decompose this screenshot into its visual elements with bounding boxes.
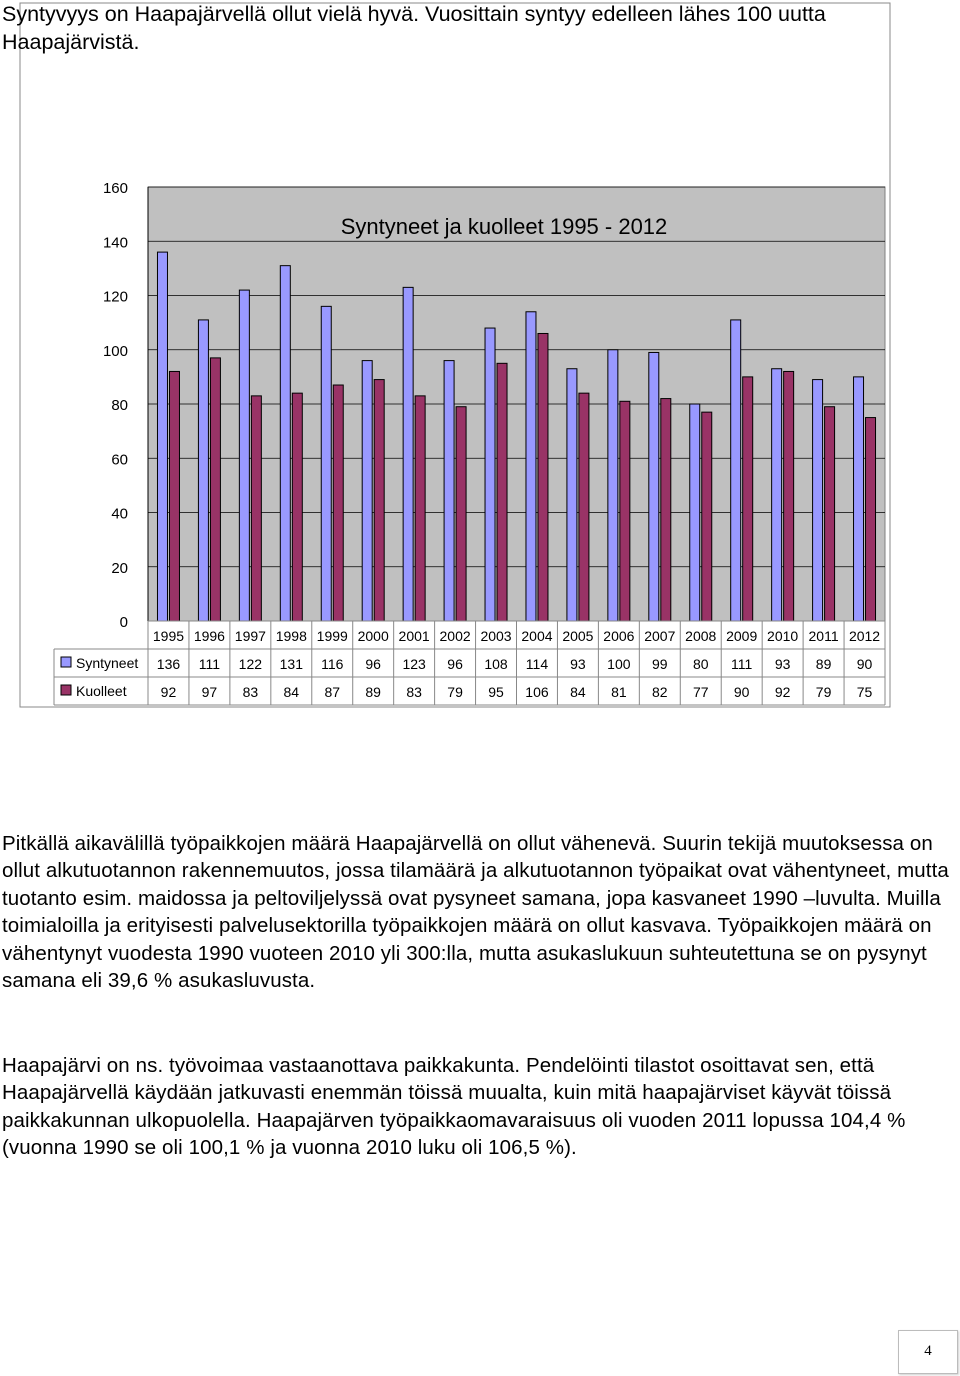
y-tick-label: 120 xyxy=(102,288,128,306)
data-label-syntyneet: 93 xyxy=(774,656,791,672)
page-number: 4 xyxy=(924,1343,932,1359)
y-tick-label: 160 xyxy=(102,180,128,197)
bar-syntyneet-1996 xyxy=(198,320,208,621)
data-label-syntyneet: 123 xyxy=(402,656,426,672)
data-label-syntyneet: 99 xyxy=(652,656,668,672)
intro-paragraph: Syntyvyys on Haapajärvellä ollut vielä hyvä. Vuosittain syntyy edelleen lähes 100 uutta Haapajärvistä. xyxy=(2,2,826,54)
bar-syntyneet-1997 xyxy=(239,290,249,621)
x-tick-label: 2002 xyxy=(439,628,471,644)
bar-kuolleet-1999 xyxy=(333,385,343,621)
y-tick-label: 60 xyxy=(111,451,128,469)
bar-syntyneet-2008 xyxy=(690,404,700,621)
bar-kuolleet-2006 xyxy=(620,401,630,621)
bar-syntyneet-1999 xyxy=(321,306,331,621)
data-label-syntyneet: 114 xyxy=(525,656,549,672)
data-label-kuolleet: 95 xyxy=(488,684,504,700)
data-label-syntyneet: 96 xyxy=(447,656,463,672)
x-tick-label: 2003 xyxy=(480,628,512,644)
data-label-kuolleet: 92 xyxy=(160,684,177,700)
legend-key-syntyneet xyxy=(61,657,71,667)
data-label-kuolleet: 75 xyxy=(856,684,873,700)
bar-syntyneet-2000 xyxy=(362,361,372,621)
bar-kuolleet-2005 xyxy=(579,393,589,621)
bar-syntyneet-2002 xyxy=(444,361,454,621)
bar-kuolleet-2003 xyxy=(497,363,507,621)
data-label-syntyneet: 111 xyxy=(731,656,753,672)
bar-kuolleet-2012 xyxy=(866,418,876,621)
data-label-kuolleet: 79 xyxy=(815,684,832,700)
bar-kuolleet-1998 xyxy=(292,393,302,621)
data-label-kuolleet: 92 xyxy=(774,684,791,700)
bar-syntyneet-2004 xyxy=(526,312,536,621)
data-label-kuolleet: 97 xyxy=(201,684,218,700)
data-label-kuolleet: 79 xyxy=(447,684,463,700)
bar-syntyneet-2006 xyxy=(608,350,618,621)
y-tick-label: 0 xyxy=(119,614,128,631)
bar-kuolleet-2011 xyxy=(825,407,835,621)
bar-kuolleet-2009 xyxy=(743,377,753,621)
bar-syntyneet-2005 xyxy=(567,369,577,621)
data-label-syntyneet: 93 xyxy=(570,656,586,672)
x-tick-label: 1997 xyxy=(234,628,266,644)
x-tick-label: 1996 xyxy=(193,628,225,644)
x-tick-label: 2001 xyxy=(398,628,430,644)
data-label-kuolleet: 90 xyxy=(733,684,750,700)
y-tick-label: 20 xyxy=(111,559,128,577)
y-tick-label: 40 xyxy=(111,505,128,523)
bar-kuolleet-1996 xyxy=(210,358,220,621)
bar-syntyneet-2010 xyxy=(772,369,782,621)
data-label-kuolleet: 84 xyxy=(570,684,586,700)
bar-syntyneet-2001 xyxy=(403,287,413,621)
x-tick-label: 2009 xyxy=(726,628,758,644)
births-deaths-chart xyxy=(19,2,891,708)
data-label-kuolleet: 87 xyxy=(324,684,341,700)
bar-syntyneet-1995 xyxy=(157,252,167,621)
data-label-syntyneet: 100 xyxy=(607,656,631,672)
x-tick-label: 2000 xyxy=(357,628,389,644)
data-label-kuolleet: 77 xyxy=(692,684,709,700)
data-label-syntyneet: 80 xyxy=(692,656,709,672)
y-tick-label: 140 xyxy=(102,234,128,252)
x-tick-label: 2012 xyxy=(848,628,881,644)
data-label-syntyneet: 96 xyxy=(365,656,381,672)
legend-label-syntyneet: Syntyneet xyxy=(76,655,139,671)
bar-kuolleet-2000 xyxy=(374,380,384,621)
paragraph-employment: Pitkällä aikavälillä työpaikkojen määrä Haapajärvellä on ollut vähenevä. Suurin tekijä muutoksessa on ollut alkutuotannon rakennemuutos, jossa tilamäärä ja alkutuotannon työpaikat ovat vähentyneet, mutta tuotanto esim. maidossa ja peltoviljelyssä ovat pysyneet samana, jopa kasvaneet 1990 –luvulta. Muilla toimialoilla ja erityisesti palvelusektorilla työpaikkojen määrä on ollut kasvava. Työpaikkojen määrä on vähentynyt vuodesta 1990 vuoteen 2010 yli 300:lla, mutta asukaslukuun suhteutettuna se on pysynyt samana eli 39,6 % asukasluvusta. xyxy=(2,832,949,993)
bar-syntyneet-2011 xyxy=(813,380,823,621)
x-tick-label: 2007 xyxy=(644,628,676,644)
data-label-kuolleet: 82 xyxy=(652,684,668,700)
bar-kuolleet-2010 xyxy=(784,371,794,621)
data-label-syntyneet: 108 xyxy=(484,656,508,672)
data-label-kuolleet: 106 xyxy=(525,684,549,700)
paragraph-commuting: Haapajärvi on ns. työvoimaa vastaanottava paikkakunta. Pendelöinti tilastot osoittavat sen, että Haapajärvellä käydään jatkuvasti enemmän töissä muualta, kuin mitä haapajärviset käyvät töissä paikkakunnan ulkopuolella. Haapajärven työpaikkaomavaraisuus oli vuoden 2011 lopussa 104,4 % (vuonna 1990 se oli 100,1 % ja vuonna 2010 luku oli 106,5 %). xyxy=(2,1054,906,1160)
data-label-syntyneet: 89 xyxy=(815,656,832,672)
data-label-syntyneet: 111 xyxy=(198,656,221,672)
bar-syntyneet-2007 xyxy=(649,352,659,621)
x-tick-label: 2004 xyxy=(521,628,553,644)
bar-syntyneet-1998 xyxy=(280,266,290,621)
data-label-syntyneet: 136 xyxy=(156,656,181,672)
legend-label-kuolleet: Kuolleet xyxy=(76,683,127,699)
data-label-kuolleet: 83 xyxy=(242,684,259,700)
bar-kuolleet-2004 xyxy=(538,333,548,621)
bar-kuolleet-2002 xyxy=(456,407,466,621)
legend-key-kuolleet xyxy=(61,685,71,695)
y-tick-label: 100 xyxy=(102,342,128,360)
x-tick-label: 2006 xyxy=(603,628,635,644)
chart-title: Syntyneet ja kuolleet 1995 - 2012 xyxy=(340,214,668,239)
x-tick-label: 1998 xyxy=(275,628,307,644)
x-tick-label: 2008 xyxy=(685,628,717,644)
data-label-syntyneet: 90 xyxy=(856,656,873,672)
y-tick-label: 80 xyxy=(111,397,128,414)
bar-kuolleet-2007 xyxy=(661,399,671,621)
data-label-kuolleet: 83 xyxy=(406,684,422,700)
chart-container xyxy=(19,2,891,708)
x-tick-label: 1999 xyxy=(316,628,348,644)
data-label-syntyneet: 122 xyxy=(238,656,263,672)
bar-syntyneet-2003 xyxy=(485,328,495,621)
data-label-syntyneet: 131 xyxy=(279,656,303,672)
x-tick-label: 1995 xyxy=(152,628,185,644)
x-tick-label: 2011 xyxy=(808,628,839,644)
x-tick-label: 2005 xyxy=(562,628,594,644)
bar-kuolleet-2008 xyxy=(702,412,712,621)
bar-kuolleet-1997 xyxy=(251,396,261,621)
bar-syntyneet-2009 xyxy=(731,320,741,621)
data-label-kuolleet: 84 xyxy=(283,684,300,700)
data-label-kuolleet: 81 xyxy=(611,684,627,700)
bar-syntyneet-2012 xyxy=(854,377,864,621)
x-tick-label: 2010 xyxy=(767,628,799,644)
bar-kuolleet-1995 xyxy=(169,371,179,621)
data-label-kuolleet: 89 xyxy=(365,684,381,700)
data-label-syntyneet: 116 xyxy=(321,656,344,672)
bar-kuolleet-2001 xyxy=(415,396,425,621)
page-number-box xyxy=(898,1330,958,1374)
